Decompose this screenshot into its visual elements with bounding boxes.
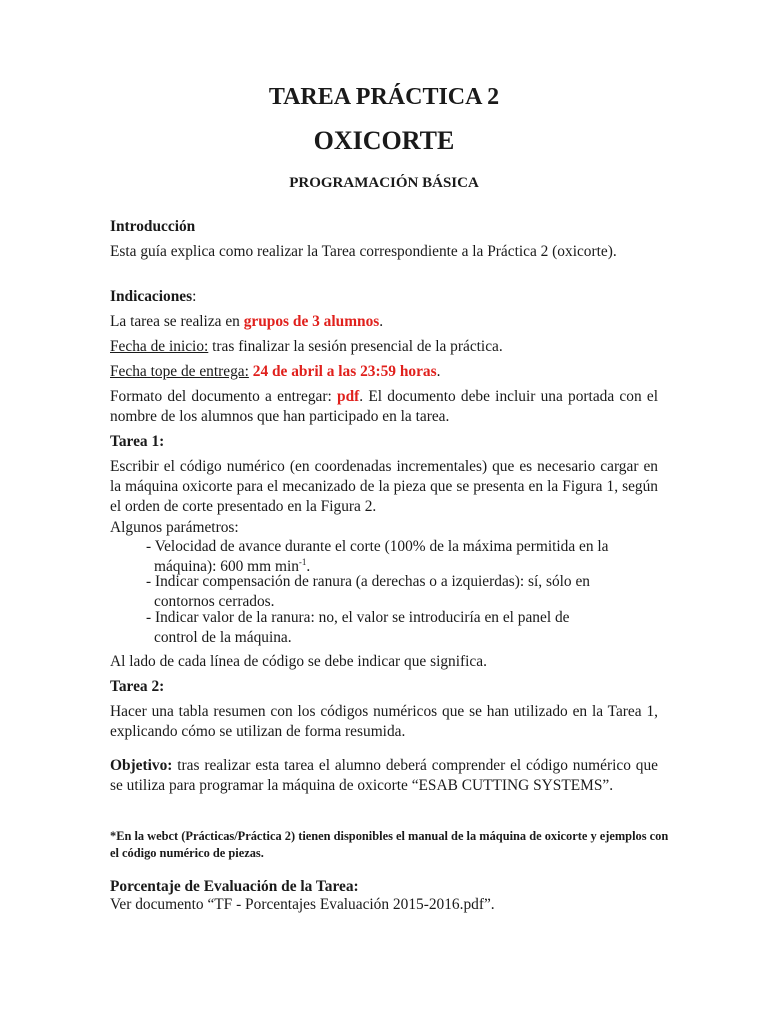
params-heading: Algunos parámetros: (110, 519, 239, 536)
param-line: - Velocidad de avance durante el corte (100% de la máxima permitida en la (146, 538, 609, 555)
param-line: - Indicar compensación de ranura (a derechas o a izquierdas): sí, sólo en (146, 573, 590, 590)
deadline-line (110, 362, 658, 382)
deadline-value: 24 de abril a las 23:59 horas (252, 363, 437, 380)
evaluation-text: Ver documento “TF - Porcentajes Evaluación 2015-2016.pdf”. (110, 896, 495, 913)
tarea2-heading: Tarea 2: (110, 678, 165, 695)
param-item (146, 572, 658, 612)
param-line2: contornos cerrados. (154, 593, 275, 610)
tarea1-heading: Tarea 1: (110, 433, 165, 450)
groups-prefix: La tarea se realiza en (110, 313, 244, 330)
intro-text: Esta guía explica como realizar la Tarea correspondiente a la Práctica 2 (oxicorte). (110, 243, 617, 260)
param-tail: . (306, 558, 311, 575)
groups-suffix: . (379, 313, 384, 330)
objetivo-paragraph (110, 756, 658, 796)
deadline-suffix: . (436, 363, 441, 380)
deadline-label: Fecha tope de entrega: (110, 363, 249, 380)
start-date-label: Fecha de inicio: (110, 338, 209, 355)
format-suffix: . El documento debe incluir una portada con el nombre de los alumnos que han participado en la tarea. (110, 388, 658, 425)
param-superscript: -1 (298, 557, 307, 567)
param-line2: control de la máquina. (154, 629, 292, 646)
groups-line (110, 312, 658, 332)
groups-value: grupos de 3 alumnos (243, 313, 380, 330)
objetivo-text: tras realizar esta tarea el alumno deberá comprender el código numérico que se utiliza para programar la máquina de oxicorte “ESAB CUTTING SYSTEMS”. (110, 757, 658, 794)
intro-heading: Introducción (110, 218, 196, 235)
evaluation-heading: Porcentaje de Evaluación de la Tarea: (110, 878, 359, 895)
document-subtitle: PROGRAMACIÓN BÁSICA (289, 175, 479, 191)
format-line (110, 387, 658, 427)
document-subject: OXICORTE (313, 126, 455, 155)
objetivo-label: Objetivo: (110, 757, 173, 774)
param-line2: máquina): 600 mm min (154, 558, 299, 575)
format-value: pdf (337, 388, 360, 405)
indicaciones-heading-colon: : (192, 288, 197, 305)
param-continuation (146, 628, 658, 648)
tarea1-text: Escribir el código numérico (en coordenadas incrementales) que es necesario cargar en la máquina oxicorte para el mecanizado de la pieza que se presenta en la Figura 1, según el orden de corte presentado en la Figura 2. (110, 458, 658, 515)
start-date-line (110, 337, 658, 357)
param-item (146, 537, 658, 577)
indicaciones-heading (110, 287, 658, 307)
start-date-text: tras finalizar la sesión presencial de la práctica. (208, 338, 503, 355)
tarea1-closing: Al lado de cada línea de código se debe indicar que significa. (110, 653, 487, 670)
indicaciones-heading-label: Indicaciones (110, 288, 193, 305)
document-title: TAREA PRÁCTICA 2 (268, 84, 500, 110)
format-prefix: Formato del documento a entregar: (110, 388, 338, 405)
footnote: *En la webct (Prácticas/Práctica 2) tienen disponibles el manual de la máquina de oxicorte y ejemplos con el código numérico de piezas. (110, 829, 669, 860)
tarea2-text: Hacer una tabla resumen con los códigos numéricos que se han utilizado en la Tarea 1, explicando cómo se utilizan de forma resumida. (110, 703, 658, 740)
param-line: - Indicar valor de la ranura: no, el valor se introduciría en el panel de (146, 609, 570, 626)
param-item (146, 608, 658, 648)
